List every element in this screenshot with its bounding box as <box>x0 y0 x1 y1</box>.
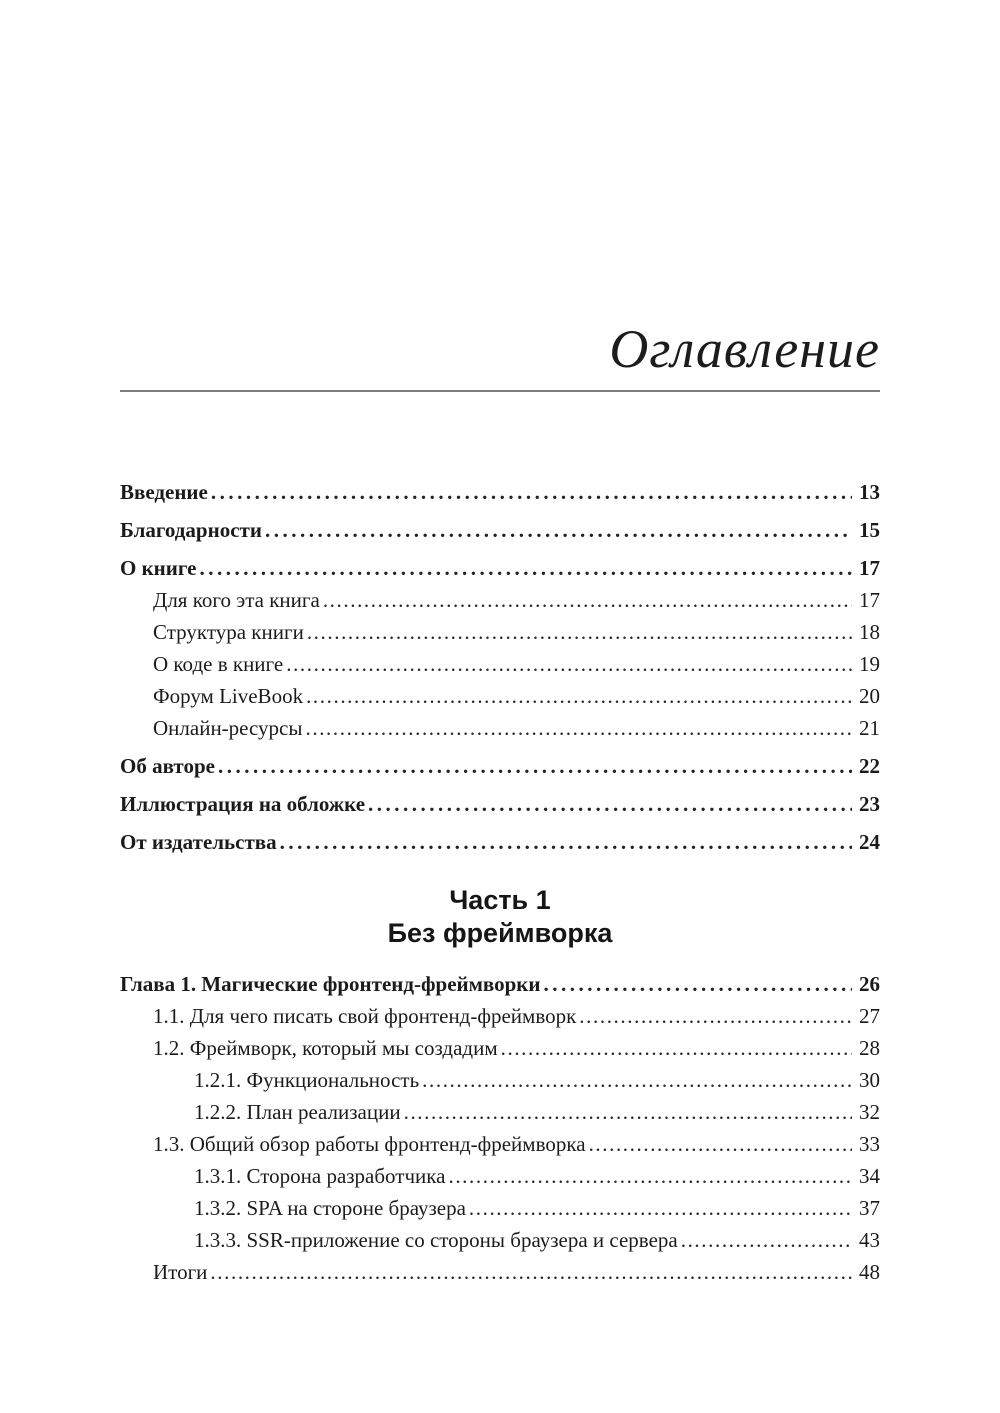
toc-row-1-3-3 <box>120 1224 880 1256</box>
dot-leader <box>211 476 852 508</box>
toc-row-o-knige <box>120 552 880 584</box>
dot-leader <box>469 1192 852 1224</box>
toc-entry-label: 1.1. Для чего писать свой фронтенд-фреймворк <box>153 1004 577 1028</box>
toc-entry-label: 1.2.2. План реализации <box>194 1100 401 1124</box>
toc-row-1-2-2 <box>120 1096 880 1128</box>
toc-entry-label: Об авторе <box>120 754 215 778</box>
toc-entry-label: Благодарности <box>120 518 262 542</box>
toc-entry-label: Структура книги <box>153 620 304 644</box>
dot-leader <box>265 514 852 546</box>
toc-entry-label: 1.2. Фреймворк, который мы создадим <box>153 1036 498 1060</box>
title-rule <box>120 390 880 392</box>
dot-leader <box>218 750 852 782</box>
toc-row-1-3 <box>120 1128 880 1160</box>
toc-row-1-1 <box>120 1000 880 1032</box>
toc-entry-page: 37 <box>859 1196 880 1220</box>
toc-entry-label: Иллюстрация на обложке <box>120 792 366 816</box>
toc-row-1-2 <box>120 1032 880 1064</box>
dot-leader <box>501 1032 852 1064</box>
dot-leader <box>368 788 852 820</box>
toc-row-blagodarnosti <box>120 514 880 546</box>
toc-entry-label: 1.3.2. SPA на стороне браузера <box>194 1196 466 1220</box>
toc-entry-label: Введение <box>120 480 208 504</box>
toc-entry-page: 22 <box>859 754 880 778</box>
toc-entry-label: 1.2.1. Функциональность <box>194 1068 420 1092</box>
toc-entry-label: О коде в книге <box>153 652 284 676</box>
dot-leader <box>280 826 852 858</box>
toc-entry-label: 1.3.3. SSR-приложение со стороны браузера и сервера <box>194 1228 678 1252</box>
dot-leader <box>306 680 852 712</box>
part-heading-line1: Часть 1 <box>449 885 551 915</box>
toc-entry-page: 33 <box>859 1132 880 1156</box>
part-heading <box>120 884 880 950</box>
toc-entry-page: 30 <box>859 1068 880 1092</box>
dot-leader <box>404 1096 852 1128</box>
toc-entry-label: Онлайн-ресурсы <box>153 716 303 740</box>
toc-row-1-3-1 <box>120 1160 880 1192</box>
toc-row-online-resursy <box>120 712 880 744</box>
toc-entry-page: 34 <box>859 1164 880 1188</box>
toc-entry-page: 28 <box>859 1036 880 1060</box>
dot-leader <box>589 1128 852 1160</box>
toc-entry-page: 19 <box>859 652 880 676</box>
toc-row-o-kode <box>120 648 880 680</box>
toc-row-dlya-kogo <box>120 584 880 616</box>
title-block <box>120 0 880 392</box>
dot-leader <box>210 1256 852 1288</box>
toc-row-forum-livebook <box>120 680 880 712</box>
toc-entry-label: Форум LiveBook <box>153 684 304 708</box>
toc-entry-label: Для кого эта книга <box>153 588 320 612</box>
toc-entry-page: 27 <box>859 1004 880 1028</box>
page-title: Оглавление <box>609 319 880 379</box>
toc-entry-label: 1.3.1. Сторона разработчика <box>194 1164 446 1188</box>
table-of-contents <box>120 476 880 1288</box>
dot-leader <box>323 584 852 616</box>
part-heading-line2: Без фреймворка <box>387 918 613 948</box>
dot-leader <box>199 552 852 584</box>
toc-entry-label: Глава 1. Магические фронтенд-фреймворки <box>120 972 541 996</box>
dot-leader <box>579 1000 852 1032</box>
toc-row-itogi <box>120 1256 880 1288</box>
dot-leader <box>544 968 852 1000</box>
toc-entry-page: 17 <box>859 556 880 580</box>
dot-leader <box>306 712 853 744</box>
toc-entry-label: О книге <box>120 556 197 580</box>
toc-row-struktura <box>120 616 880 648</box>
toc-row-1-2-1 <box>120 1064 880 1096</box>
dot-leader <box>448 1160 852 1192</box>
toc-entry-page: 21 <box>859 716 880 740</box>
toc-entry-label: 1.3. Общий обзор работы фронтенд-фреймворка <box>153 1132 586 1156</box>
toc-entry-page: 26 <box>859 972 880 996</box>
toc-entry-page: 23 <box>859 792 880 816</box>
toc-entry-page: 18 <box>859 620 880 644</box>
toc-row-glava-1 <box>120 968 880 1000</box>
dot-leader <box>422 1064 852 1096</box>
toc-entry-label: От издательства <box>120 830 277 854</box>
toc-entry-page: 15 <box>859 518 880 542</box>
dot-leader <box>307 616 852 648</box>
toc-entry-page: 20 <box>859 684 880 708</box>
toc-row-vvedenie <box>120 476 880 508</box>
toc-entry-page: 32 <box>859 1100 880 1124</box>
dot-leader <box>286 648 852 680</box>
toc-entry-page: 13 <box>859 480 880 504</box>
toc-entry-label: Итоги <box>153 1260 208 1284</box>
toc-entry-page: 24 <box>859 830 880 854</box>
toc-row-ot-izdatelstva <box>120 826 880 858</box>
toc-row-1-3-2 <box>120 1192 880 1224</box>
toc-row-illyustraciya <box>120 788 880 820</box>
toc-entry-page: 17 <box>859 588 880 612</box>
toc-entry-page: 48 <box>859 1260 880 1284</box>
dot-leader <box>681 1224 852 1256</box>
page-content <box>120 0 880 1288</box>
toc-row-ob-avtore <box>120 750 880 782</box>
toc-entry-page: 43 <box>859 1228 880 1252</box>
